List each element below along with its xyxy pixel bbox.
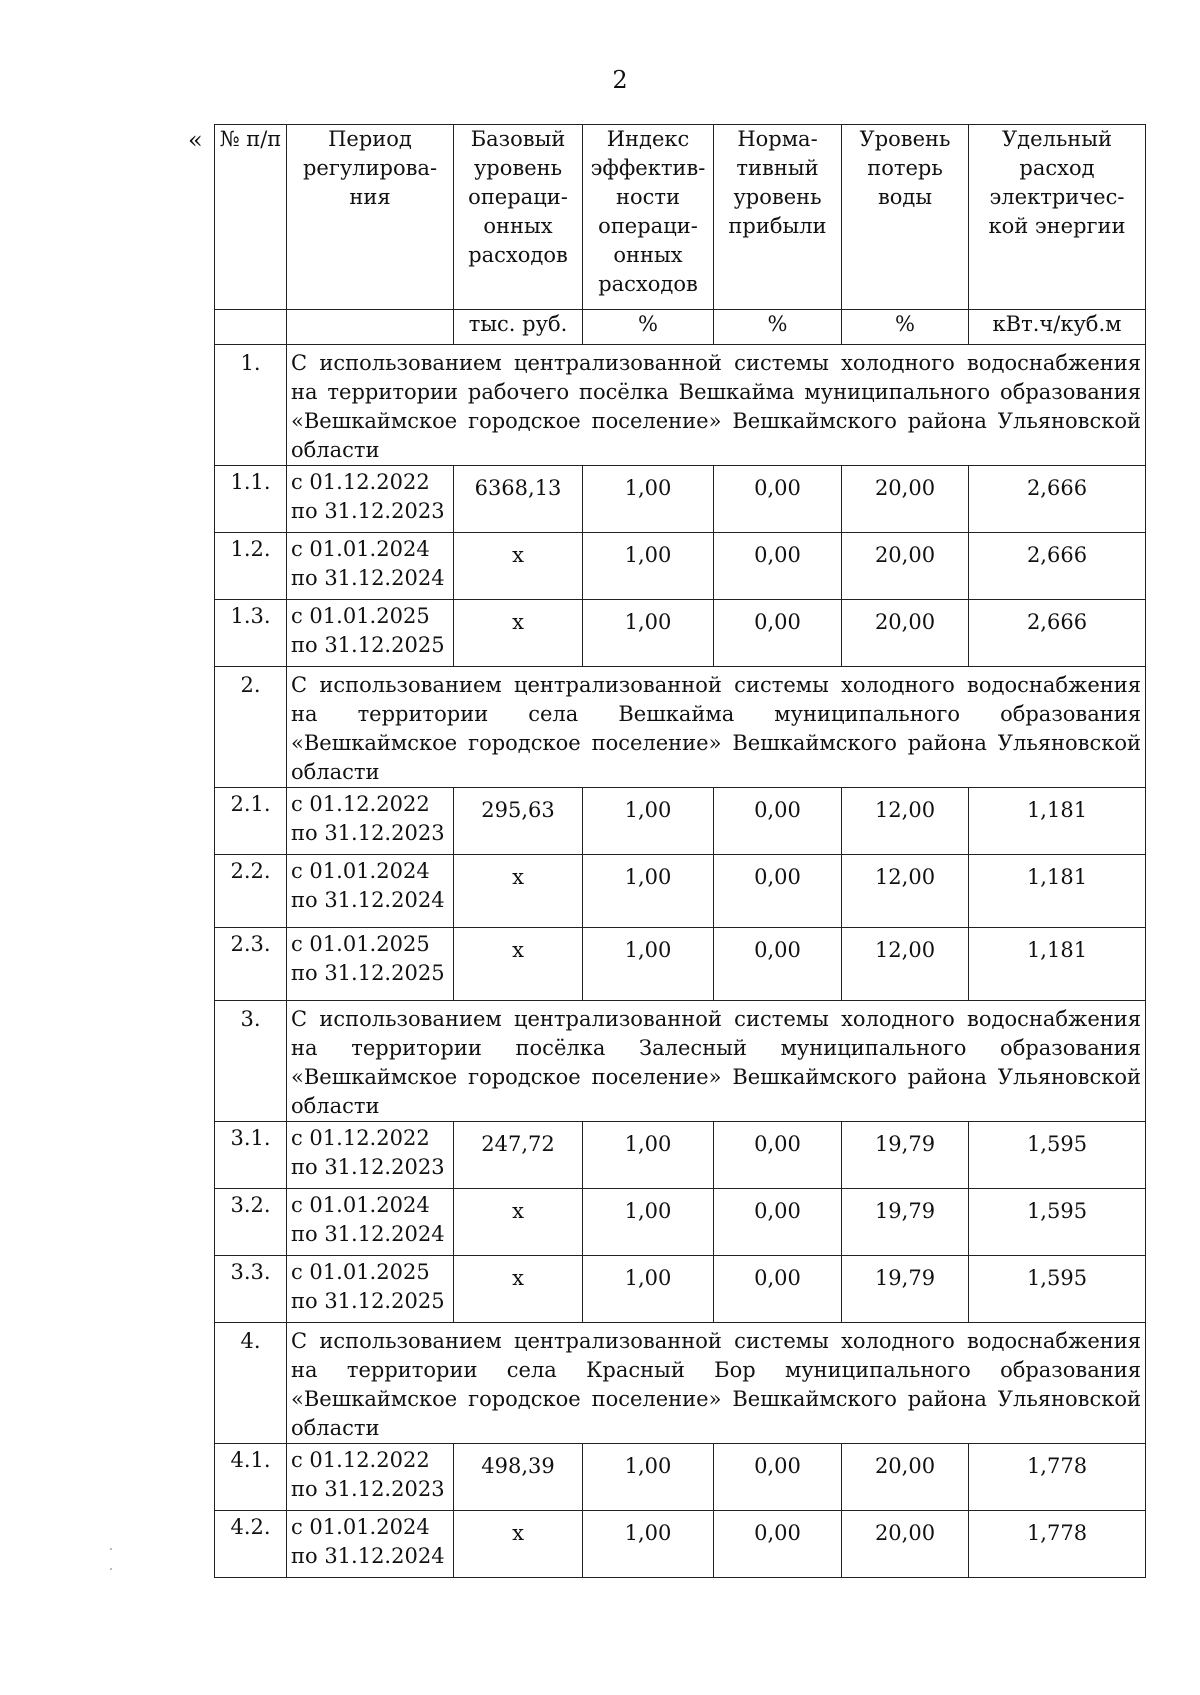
- row-number: 1.1.: [215, 466, 287, 533]
- row-energy-consumption: 1,595: [969, 1189, 1146, 1256]
- table-row: [215, 1122, 1146, 1189]
- unit-profit-level: %: [714, 310, 842, 345]
- units-row: [215, 310, 1146, 345]
- row-water-loss: 12,00: [842, 788, 969, 855]
- section-number: 2.: [215, 667, 287, 788]
- row-energy-consumption: 2,666: [969, 600, 1146, 667]
- row-profit-level: 0,00: [714, 600, 842, 667]
- table-row: [215, 1444, 1146, 1511]
- row-number: 2.2.: [215, 855, 287, 928]
- row-efficiency-index: 1,00: [583, 533, 714, 600]
- row-period: с 01.12.2022 по 31.12.2023: [287, 788, 454, 855]
- row-profit-level: 0,00: [714, 1122, 842, 1189]
- row-number: 3.3.: [215, 1256, 287, 1323]
- row-base-opex: х: [454, 928, 583, 1001]
- row-number: 4.2.: [215, 1511, 287, 1578]
- row-energy-consumption: 1,181: [969, 855, 1146, 928]
- section-row: [215, 667, 1146, 788]
- row-water-loss: 19,79: [842, 1256, 969, 1323]
- row-period: с 01.01.2024 по 31.12.2024: [287, 855, 454, 928]
- row-energy-consumption: 1,778: [969, 1444, 1146, 1511]
- header-num: № п/п: [215, 125, 287, 310]
- header-water-loss: Уровень потерь воды: [842, 125, 969, 310]
- row-base-opex: 247,72: [454, 1122, 583, 1189]
- row-number: 3.2.: [215, 1189, 287, 1256]
- row-efficiency-index: 1,00: [583, 855, 714, 928]
- header-energy-consumption: Удельный расход электричес-кой энергии: [969, 125, 1146, 310]
- table-row: [215, 855, 1146, 928]
- section-title: С использованием централизованной системы холодного водоснабжения на территории рабочего посёлка Вешкайма муниципального образования «Вешкаймское городское поселение» Вешкаймского района Ульяновской области: [287, 345, 1146, 466]
- unit-efficiency-index: %: [583, 310, 714, 345]
- table-row: [215, 1189, 1146, 1256]
- row-energy-consumption: 2,666: [969, 533, 1146, 600]
- row-efficiency-index: 1,00: [583, 1122, 714, 1189]
- row-period: с 01.01.2024 по 31.12.2024: [287, 1511, 454, 1578]
- row-base-opex: 295,63: [454, 788, 583, 855]
- scan-speck: [110, 1548, 112, 1550]
- section-title: С использованием централизованной системы холодного водоснабжения на территории села Вешкайма муниципального образования «Вешкаймское городское поселение» Вешкаймского района Ульяновской области: [287, 667, 1146, 788]
- row-period: с 01.01.2025 по 31.12.2025: [287, 1256, 454, 1323]
- row-base-opex: х: [454, 1189, 583, 1256]
- row-number: 4.1.: [215, 1444, 287, 1511]
- row-efficiency-index: 1,00: [583, 1444, 714, 1511]
- table-row: [215, 600, 1146, 667]
- row-period: с 01.12.2022 по 31.12.2023: [287, 466, 454, 533]
- row-number: 3.1.: [215, 1122, 287, 1189]
- unit-base-opex: тыс. руб.: [454, 310, 583, 345]
- row-profit-level: 0,00: [714, 533, 842, 600]
- row-efficiency-index: 1,00: [583, 1511, 714, 1578]
- row-water-loss: 20,00: [842, 600, 969, 667]
- row-energy-consumption: 1,595: [969, 1256, 1146, 1323]
- section-number: 3.: [215, 1001, 287, 1122]
- row-energy-consumption: 2,666: [969, 466, 1146, 533]
- row-energy-consumption: 1,778: [969, 1511, 1146, 1578]
- table-row: [215, 466, 1146, 533]
- table-row: [215, 1256, 1146, 1323]
- row-number: 2.3.: [215, 928, 287, 1001]
- header-profit-level: Норма-тивный уровень прибыли: [714, 125, 842, 310]
- row-period: с 01.12.2022 по 31.12.2023: [287, 1122, 454, 1189]
- row-profit-level: 0,00: [714, 1444, 842, 1511]
- section-row: [215, 1001, 1146, 1122]
- scan-speck: [110, 1568, 112, 1570]
- row-efficiency-index: 1,00: [583, 788, 714, 855]
- row-period: с 01.01.2024 по 31.12.2024: [287, 1189, 454, 1256]
- row-efficiency-index: 1,00: [583, 1189, 714, 1256]
- row-base-opex: х: [454, 1256, 583, 1323]
- regulation-parameters-table: [214, 124, 1146, 1578]
- section-title: С использованием централизованной системы холодного водоснабжения на территории села Красный Бор муниципального образования «Вешкаймское городское поселение» Вешкаймского района Ульяновской области: [287, 1323, 1146, 1444]
- row-efficiency-index: 1,00: [583, 928, 714, 1001]
- row-water-loss: 12,00: [842, 855, 969, 928]
- row-profit-level: 0,00: [714, 1256, 842, 1323]
- row-efficiency-index: 1,00: [583, 1256, 714, 1323]
- unit-water-loss: %: [842, 310, 969, 345]
- row-water-loss: 20,00: [842, 533, 969, 600]
- section-row: [215, 1323, 1146, 1444]
- row-base-opex: 498,39: [454, 1444, 583, 1511]
- unit-energy-consumption: кВт.ч/куб.м: [969, 310, 1146, 345]
- row-number: 1.2.: [215, 533, 287, 600]
- row-profit-level: 0,00: [714, 855, 842, 928]
- row-water-loss: 19,79: [842, 1189, 969, 1256]
- table-row: [215, 1511, 1146, 1578]
- header-efficiency-index: Индекс эффектив-ности операци-онных расходов: [583, 125, 714, 310]
- row-profit-level: 0,00: [714, 928, 842, 1001]
- row-base-opex: х: [454, 855, 583, 928]
- row-efficiency-index: 1,00: [583, 600, 714, 667]
- row-base-opex: 6368,13: [454, 466, 583, 533]
- row-energy-consumption: 1,181: [969, 788, 1146, 855]
- row-base-opex: х: [454, 600, 583, 667]
- row-water-loss: 20,00: [842, 1511, 969, 1578]
- table-row: [215, 788, 1146, 855]
- row-profit-level: 0,00: [714, 466, 842, 533]
- row-water-loss: 19,79: [842, 1122, 969, 1189]
- section-number: 4.: [215, 1323, 287, 1444]
- row-period: с 01.01.2025 по 31.12.2025: [287, 600, 454, 667]
- row-period: с 01.01.2025 по 31.12.2025: [287, 928, 454, 1001]
- section-number: 1.: [215, 345, 287, 466]
- row-profit-level: 0,00: [714, 788, 842, 855]
- unit-period: [287, 310, 454, 345]
- header-period: Период регулирова-ния: [287, 125, 454, 310]
- row-number: 2.1.: [215, 788, 287, 855]
- row-efficiency-index: 1,00: [583, 466, 714, 533]
- row-number: 1.3.: [215, 600, 287, 667]
- header-base-opex: Базовый уровень операци-онных расходов: [454, 125, 583, 310]
- unit-num: [215, 310, 287, 345]
- page-number: 2: [612, 66, 628, 94]
- header-row: [215, 125, 1146, 310]
- section-title: С использованием централизованной системы холодного водоснабжения на территории посёлка Залесный муниципального образования «Вешкаймское городское поселение» Вешкаймского района Ульяновской области: [287, 1001, 1146, 1122]
- section-row: [215, 345, 1146, 466]
- row-profit-level: 0,00: [714, 1189, 842, 1256]
- row-water-loss: 20,00: [842, 1444, 969, 1511]
- table-row: [215, 533, 1146, 600]
- row-profit-level: 0,00: [714, 1511, 842, 1578]
- row-base-opex: х: [454, 533, 583, 600]
- row-period: с 01.12.2022 по 31.12.2023: [287, 1444, 454, 1511]
- row-period: с 01.01.2024 по 31.12.2024: [287, 533, 454, 600]
- row-energy-consumption: 1,181: [969, 928, 1146, 1001]
- table-row: [215, 928, 1146, 1001]
- row-water-loss: 20,00: [842, 466, 969, 533]
- opening-quote: «: [188, 126, 203, 154]
- row-water-loss: 12,00: [842, 928, 969, 1001]
- row-energy-consumption: 1,595: [969, 1122, 1146, 1189]
- row-base-opex: х: [454, 1511, 583, 1578]
